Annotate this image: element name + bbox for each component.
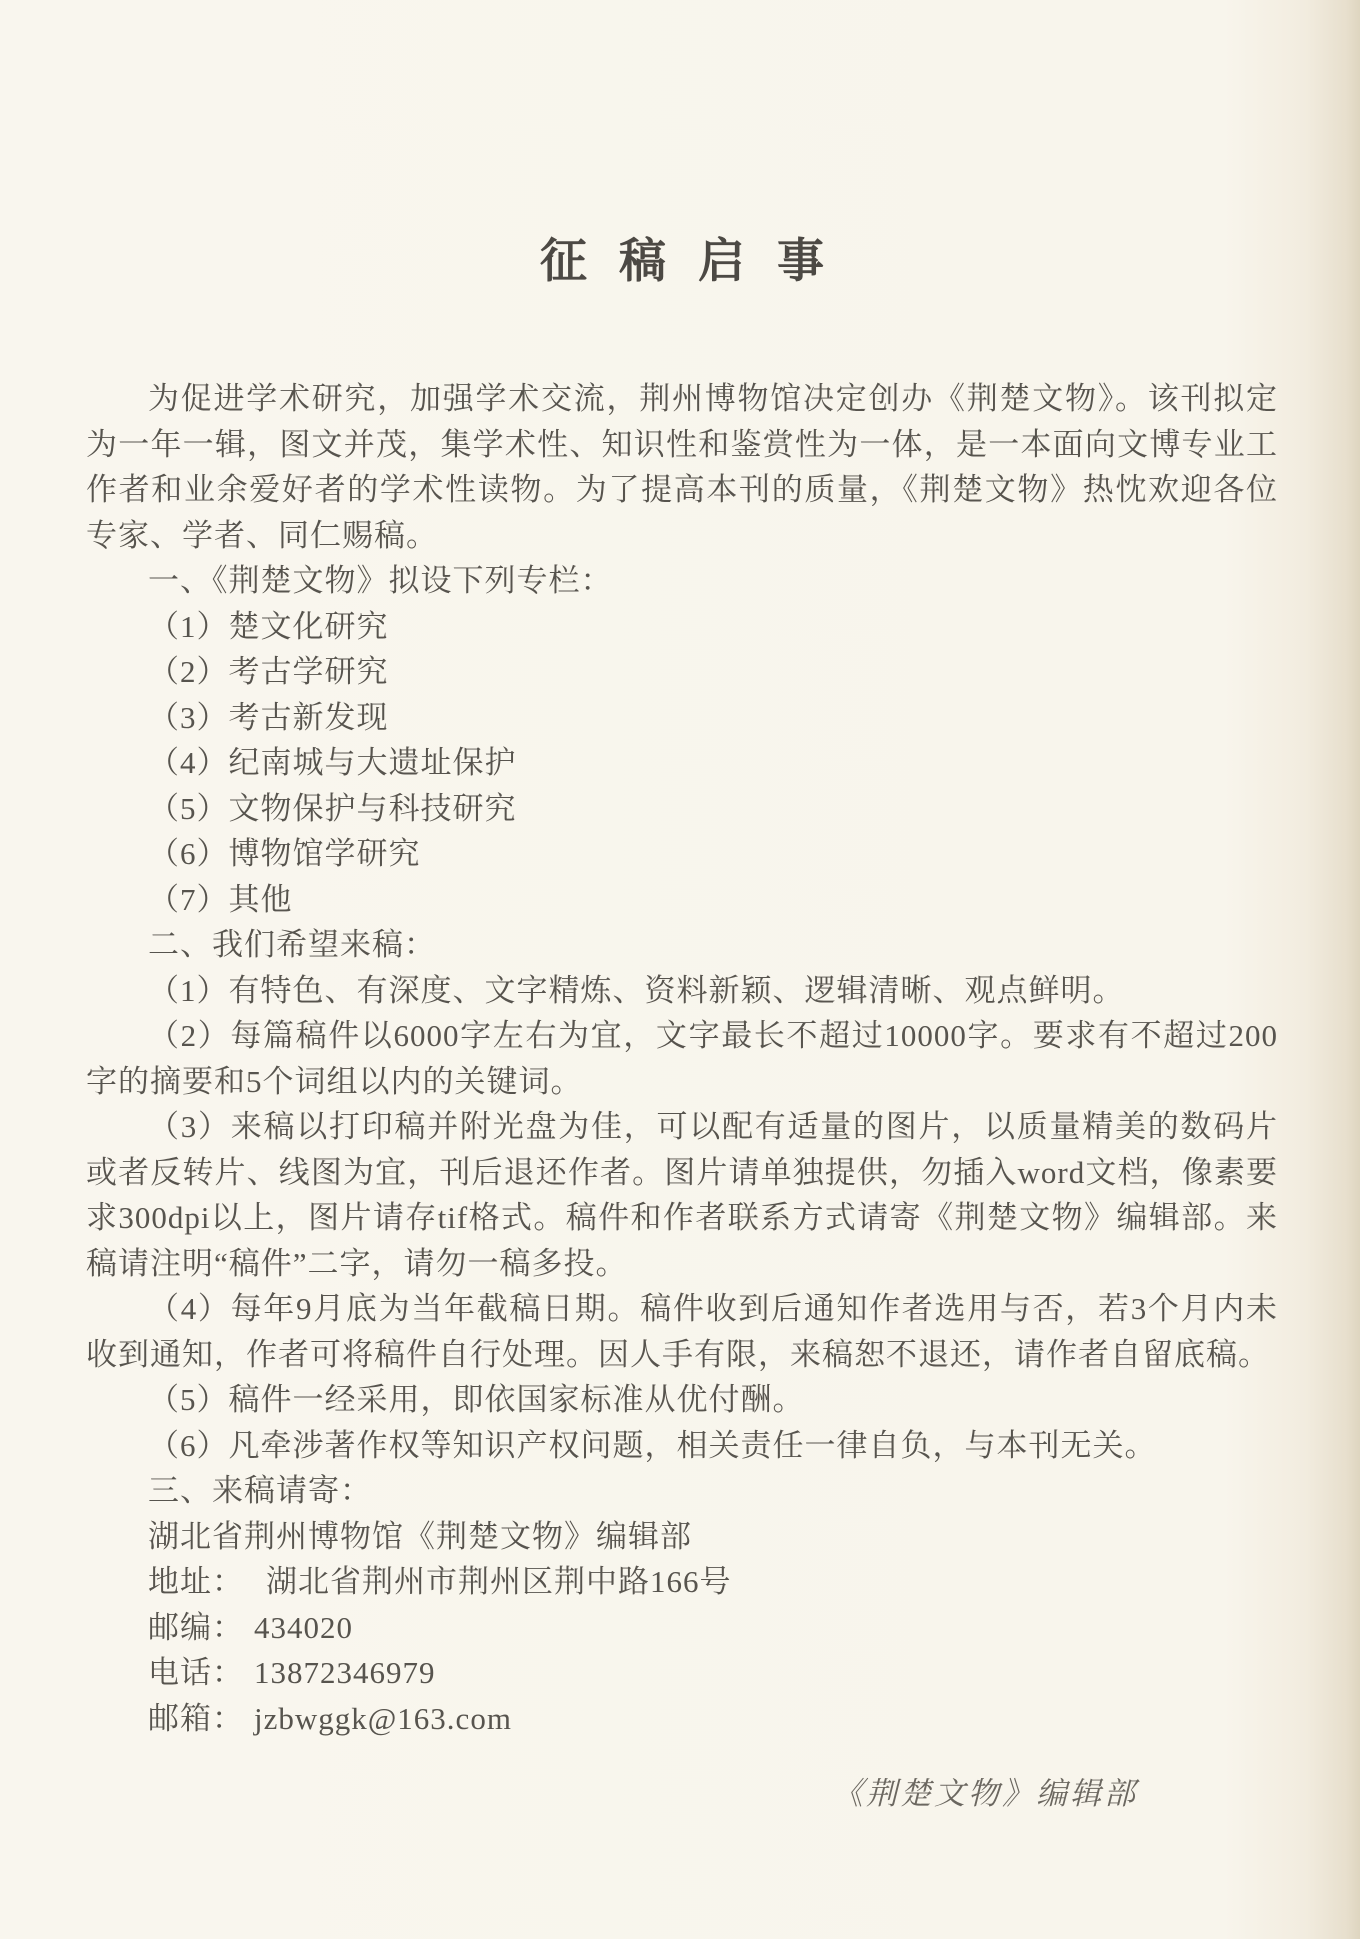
section-2-item: （3）来稿以打印稿并附光盘为佳，可以配有适量的图片，以质量精美的数码片或者反转片、线图为宜，刊后退还作者。图片请单独提供，勿插入word文档，像素要求300dpi以上，图片请存tif格式。稿件和作者联系方式请寄《荆楚文物》编辑部。来稿请注明“稿件”二字，请勿一稿多投。 bbox=[86, 1109, 1278, 1281]
section-1-heading: 一、《荆楚文物》拟设下列专栏： bbox=[148, 563, 613, 598]
section-3-heading: 三、来稿请寄： bbox=[148, 1473, 372, 1508]
contact-phone-value: 13872346979 bbox=[254, 1655, 436, 1690]
contact-phone-row bbox=[86, 1650, 1278, 1696]
section-1-item: （4）纪南城与大遗址保护 bbox=[148, 745, 517, 780]
section-1-item: （1）楚文化研究 bbox=[148, 608, 389, 644]
section-1-item: （6）博物馆学研究 bbox=[148, 836, 421, 871]
intro-paragraph: 为促进学术研究，加强学术交流，荆州博物馆决定创办《荆楚文物》。该刊拟定为一年一辑，图文并茂，集学术性、知识性和鉴赏性为一体，是一本面向文博专业工作者和业余爱好者的学术性读物。为了提高本刊的质量，《荆楚文物》热忱欢迎各位专家、学者、同仁赐稿。 bbox=[86, 381, 1278, 553]
contact-address-label: 地址： bbox=[148, 1564, 244, 1599]
section-2-heading: 二、我们希望来稿： bbox=[148, 927, 436, 962]
contact-zip-row bbox=[86, 1605, 1278, 1651]
section-2-item: （4）每年9月底为当年截稿日期。稿件收到后通知作者选用与否，若3个月内未收到通知，作者可将稿件自行处理。因人手有限，来稿恕不退还，请作者自留底稿。 bbox=[86, 1291, 1278, 1372]
document-body bbox=[86, 376, 1278, 1741]
contact-recipient: 湖北省荆州博物馆《荆楚文物》编辑部 bbox=[148, 1518, 692, 1554]
contact-zip-value: 434020 bbox=[254, 1609, 353, 1645]
section-1-item: （7）其他 bbox=[148, 881, 293, 917]
section-1-item: （2）考古学研究 bbox=[148, 654, 389, 689]
section-2-item: （1）有特色、有深度、文字精炼、资料新颖、逻辑清晰、观点鲜明。 bbox=[148, 972, 1125, 1008]
contact-zip-label: 邮编： bbox=[148, 1609, 244, 1645]
contact-phone-label: 电话： bbox=[148, 1655, 244, 1690]
contact-email-value: jzbwggk@163.com bbox=[254, 1700, 512, 1736]
section-2-item: （5）稿件一经采用，即依国家标准从优付酬。 bbox=[148, 1382, 805, 1417]
section-1-item: （3）考古新发现 bbox=[148, 699, 389, 735]
document-content bbox=[86, 0, 1278, 1741]
contact-address-row bbox=[86, 1559, 1278, 1605]
page-title: 征稿启事 bbox=[540, 236, 856, 288]
section-1-item: （5）文物保护与科技研究 bbox=[148, 790, 517, 826]
contact-email-label: 邮箱： bbox=[148, 1700, 244, 1736]
section-2-item: （6）凡牵涉著作权等知识产权问题，相关责任一律自负，与本刊无关。 bbox=[148, 1427, 1157, 1463]
contact-address-value: 湖北省荆州市荆州区荆中路166号 bbox=[266, 1564, 732, 1599]
section-2-item: （2）每篇稿件以6000字左右为宜，文字最长不超过10000字。要求有不超过200字的摘要和5个词组以内的关键词。 bbox=[86, 1018, 1278, 1099]
editorial-signature: 《荆楚文物》编辑部 bbox=[832, 1776, 1138, 1811]
contact-email-row bbox=[86, 1696, 1278, 1742]
